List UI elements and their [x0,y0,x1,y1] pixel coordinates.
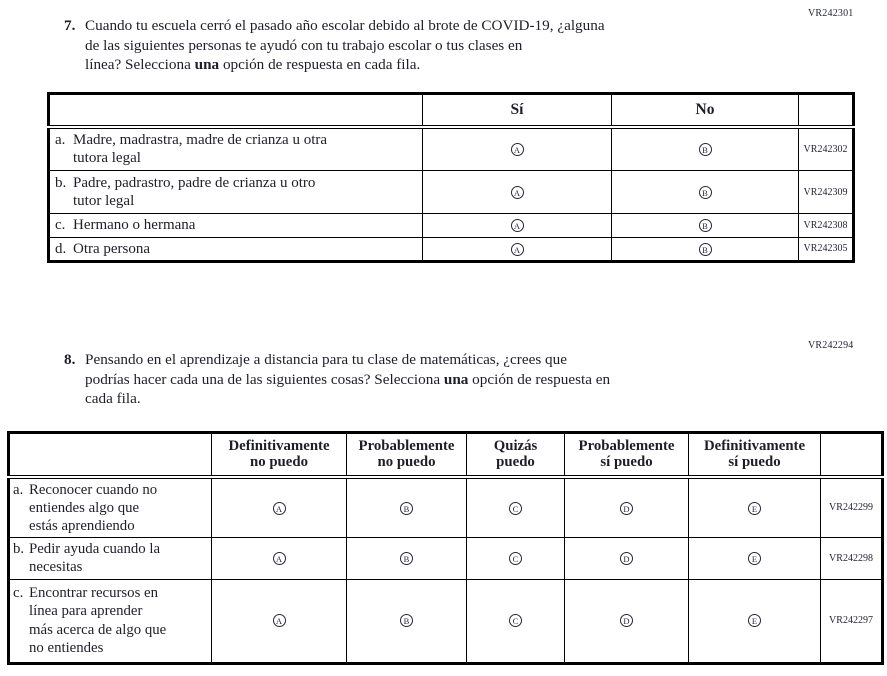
question-8-text [85,350,610,409]
table2-header-prob-no: Probablemente no puedo [347,433,467,477]
option-a-circle[interactable]: A [273,614,286,627]
option-b-circle[interactable]: B [400,502,413,515]
table-row [49,237,854,262]
table1-header-blank [49,94,423,127]
row-letter: b. [55,174,67,191]
table1-header-code-blank [799,94,854,127]
option-d-circle[interactable]: D [620,614,633,627]
question-8-number: 8. [64,351,76,368]
row-label [50,238,422,261]
table-row [49,171,854,214]
question-7-text-before: Cuando tu escuela cerró el pasado año escolar debido al brote de COVID-19, ¿alguna de las siguientes personas te ayudó con tu trabajo escolar o tus clases en línea? Selecciona [85,17,605,73]
table-row [49,214,854,238]
option-b-circle[interactable]: B [400,552,413,565]
option-e-circle[interactable]: E [748,502,761,515]
question-7-bold-word: una [194,56,220,73]
question-8-bold-word: una [443,370,469,388]
row-label-text: Padre, padrastro, padre de crianza u otro tutor legal [73,174,316,209]
question-7-number: 7. [64,17,76,34]
question-7-text-after: opción de respuesta en cada fila. [219,56,421,73]
question-8-text-after: opción de respuesta en cada fila. [85,370,611,407]
row-letter: a. [13,481,24,498]
row-label [50,214,422,237]
option-b-circle[interactable]: B [699,186,712,199]
table2-header-def-no: Definitivamente no puedo [212,433,347,477]
table1-header-no: No [612,94,799,127]
row-label [50,129,422,170]
question-8-table [7,431,884,665]
row-code: VR242302 [799,127,854,171]
option-b-circle[interactable]: B [699,219,712,232]
row-letter: c. [55,217,66,233]
row-code: VR242305 [799,237,854,262]
option-c-circle[interactable]: C [509,552,522,565]
row-label-text: Reconocer cuando no entiendes algo que estás aprendiendo [29,481,158,534]
question-7-table [47,92,855,263]
row-label-text: Encontrar recursos en línea para aprender más acerca de algo que no entiendes [29,585,167,656]
question-8-text-before: Pensando en el aprendizaje a distancia para tu clase de matemáticas, ¿crees que podrías hacer cada una de las siguientes cosas? Selecciona [85,351,567,388]
option-e-circle[interactable]: E [748,552,761,565]
row-label [50,172,422,213]
option-b-circle[interactable]: B [699,143,712,156]
question-8-code: VR242294 [808,340,854,351]
table2-header-blank [9,433,212,477]
table1-header-si: Sí [423,94,612,127]
option-d-circle[interactable]: D [620,552,633,565]
table2-header-quizas: Quizás puedo [467,433,565,477]
row-code: VR242299 [821,477,883,538]
option-a-circle[interactable]: A [511,143,524,156]
option-b-circle[interactable]: B [400,614,413,627]
option-c-circle[interactable]: C [509,614,522,627]
option-b-circle[interactable]: B [699,243,712,256]
table2-header-def-si: Definitivamente sí puedo [689,433,821,477]
option-c-circle[interactable]: C [509,502,522,515]
option-a-circle[interactable]: A [273,552,286,565]
option-a-circle[interactable]: A [511,186,524,199]
table-row [9,477,883,538]
table-row [9,579,883,663]
row-label-text: Otra persona [73,240,151,257]
question-7-code: VR242301 [808,8,854,19]
row-label-text: Hermano o hermana [73,217,196,233]
row-label-text: Pedir ayuda cuando la necesitas [29,541,161,576]
table1-header-row [49,94,854,127]
option-e-circle[interactable]: E [748,614,761,627]
row-label [10,538,211,578]
table2-header-code-blank [821,433,883,477]
row-code: VR242297 [821,579,883,663]
question-7 [64,16,784,75]
table-row [49,127,854,171]
table2-header-row [9,433,883,477]
row-code: VR242298 [821,538,883,579]
option-a-circle[interactable]: A [511,219,524,232]
row-code: VR242309 [799,171,854,214]
row-letter: c. [13,585,24,602]
row-label [10,582,211,659]
option-d-circle[interactable]: D [620,502,633,515]
question-7-text [85,16,605,75]
row-label [10,479,211,538]
row-code: VR242308 [799,214,854,238]
question-8 [64,350,784,409]
option-a-circle[interactable]: A [511,243,524,256]
option-a-circle[interactable]: A [273,502,286,515]
row-letter: d. [55,240,67,257]
row-label-text: Madre, madrastra, madre de crianza u otra tutora legal [73,131,328,167]
table-row [9,538,883,579]
table2-header-prob-si: Probablemente sí puedo [565,433,689,477]
row-letter: b. [13,541,25,558]
row-letter: a. [55,131,66,148]
